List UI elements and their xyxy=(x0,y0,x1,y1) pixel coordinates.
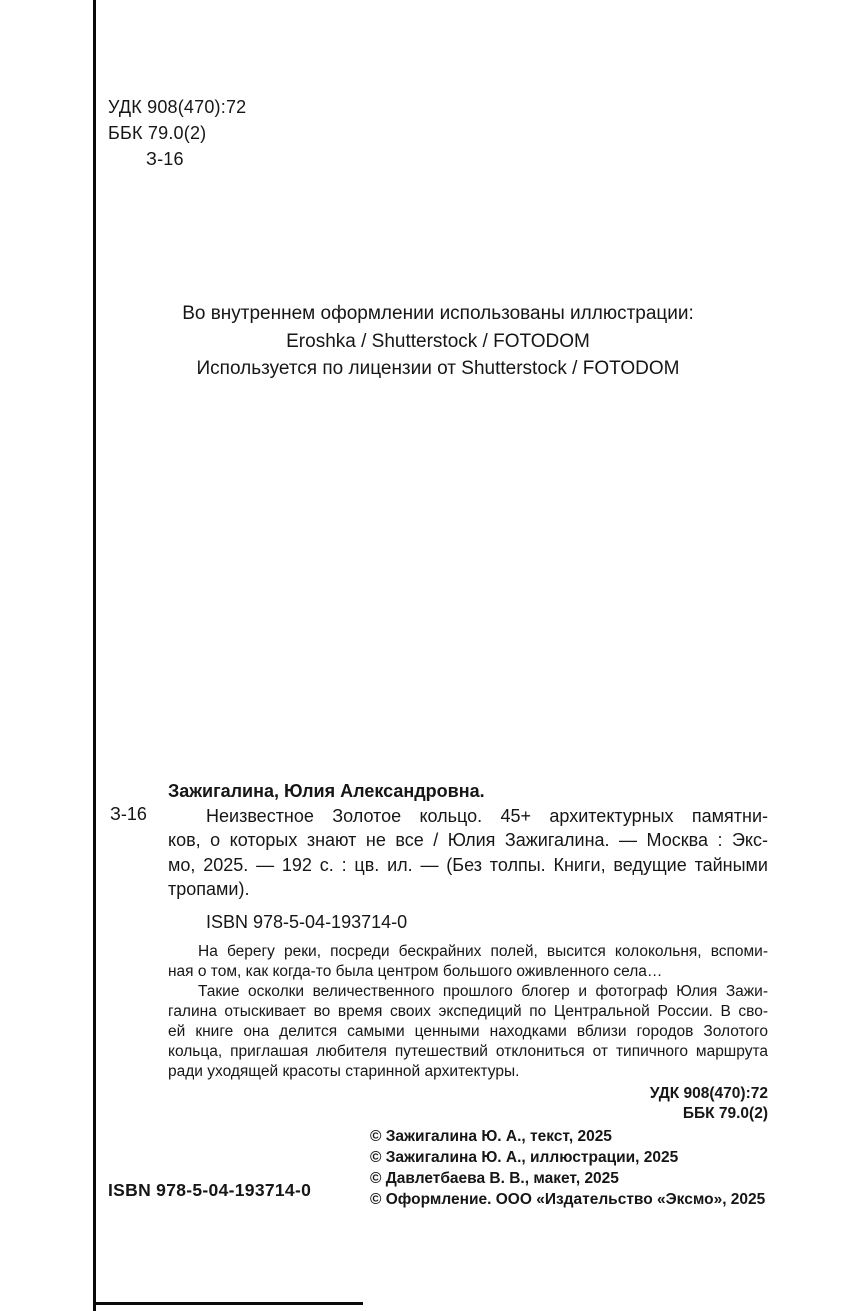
catalog-classification-codes xyxy=(168,1084,768,1124)
annotation-line: На берегу реки, посреди бескрайних полей, высится колокольня, вспоми- xyxy=(198,943,768,960)
annotation-line: кольца, приглашая любителя путешествий отклониться от типичного маршрута xyxy=(168,1043,768,1060)
author-sign: З-16 xyxy=(146,149,184,169)
annotation-line: ради уходящей красоты старинной архитектуры. xyxy=(168,1063,520,1080)
bbk-code: ББК 79.0(2) xyxy=(108,123,207,143)
catalog-description-line: мо, 2025. — 192 с. : цв. ил. — (Без толпы. Книги, ведущие тайными xyxy=(168,854,768,875)
illustration-credit xyxy=(93,300,783,383)
annotation-line: галина отыскивает во время своих экспедиций по Центральной России. В сво- xyxy=(168,1003,768,1020)
catalog-description-line: ков, о которых знают не все / Юлия Зажигалина. — Москва : Экс- xyxy=(168,830,768,850)
catalog-author-sign: З-16 xyxy=(110,804,147,824)
credit-line-1: Во внутреннем оформлении использованы иллюстрации: xyxy=(182,303,694,324)
copyright-block xyxy=(370,1126,765,1210)
copyright-line: © Зажигалина Ю. А., иллюстрации, 2025 xyxy=(370,1149,679,1166)
page-edge-line-bottom xyxy=(93,1302,363,1305)
copyright-line: © Давлетбаева В. В., макет, 2025 xyxy=(370,1170,619,1187)
annotation-line: ей книге она делится самыми ценными находками вблизи городов Золотого xyxy=(168,1023,768,1040)
page-edge-line-left xyxy=(93,0,96,1311)
catalog-description xyxy=(168,804,768,902)
catalog-isbn: ISBN 978-5-04-193714-0 xyxy=(206,911,408,932)
catalog-udk-code: УДК 908(470):72 xyxy=(649,1085,768,1102)
copyright-line: © Зажигалина Ю. А., текст, 2025 xyxy=(370,1128,612,1145)
classification-codes xyxy=(108,94,246,172)
udk-code: УДК 908(470):72 xyxy=(108,97,247,117)
catalog-description-line: Неизвестное Золотое кольцо. 45+ архитектурных памятни- xyxy=(206,805,768,826)
copyright-line: © Оформление. ООО «Издательство «Эксмо», 2025 xyxy=(370,1191,766,1208)
catalog-bbk-code: ББК 79.0(2) xyxy=(682,1105,768,1122)
credit-line-2: Eroshka / Shutterstock / FOTODOM xyxy=(286,330,590,352)
catalog-author-heading: Зажигалина, Юлия Александровна. xyxy=(168,781,485,801)
footer-isbn: ISBN 978-5-04-193714-0 xyxy=(108,1180,312,1200)
annotation-line: Такие осколки величественного прошлого блогер и фотограф Юлия Зажи- xyxy=(198,983,768,1000)
credit-line-3: Используется по лицензии от Shutterstock / FOTODOM xyxy=(196,358,680,379)
catalog-card xyxy=(168,779,768,1124)
annotation xyxy=(168,942,768,1082)
annotation-line: ная о том, как когда-то была центром большого оживленного села… xyxy=(168,963,663,980)
catalog-description-line: тропами). xyxy=(168,879,250,899)
